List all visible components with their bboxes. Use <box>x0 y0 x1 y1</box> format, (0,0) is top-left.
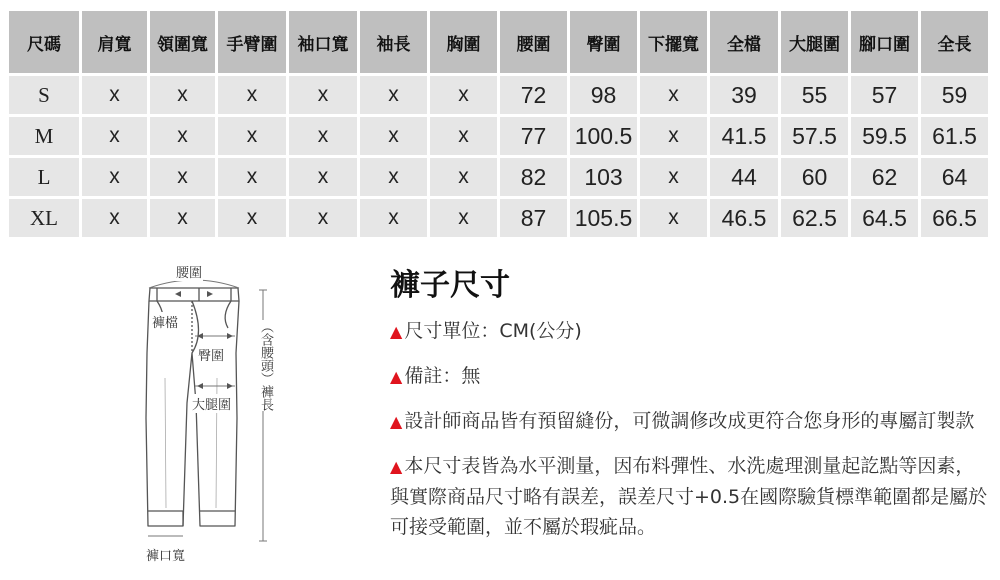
triangle-icon: ▲ <box>390 367 403 386</box>
table-cell: 60 <box>781 158 848 196</box>
header-cell: 肩寬 <box>82 11 147 73</box>
info-line-design <box>390 406 990 437</box>
hip-label: 臀圍 <box>197 345 225 364</box>
table-cell: x <box>82 158 147 196</box>
info-title: 褲子尺寸 <box>390 268 510 303</box>
table-cell: x <box>150 76 215 114</box>
header-cell: 臀圍 <box>570 11 637 73</box>
header-cell: 手臂圍 <box>218 11 286 73</box>
hem-label: 褲口寬 <box>145 545 186 564</box>
table-cell: x <box>289 158 357 196</box>
size-label: XL <box>9 199 79 237</box>
table-cell: x <box>430 199 497 237</box>
table-cell: x <box>640 199 707 237</box>
table-cell: x <box>82 117 147 155</box>
size-info <box>390 266 990 556</box>
crotch-label: 褲檔 <box>151 312 179 331</box>
table-cell: 105.5 <box>570 199 637 237</box>
info-text: 尺寸單位：CM(公分) <box>404 320 582 342</box>
table-cell: 66.5 <box>921 199 988 237</box>
header-cell: 全檔 <box>710 11 778 73</box>
size-label: M <box>9 117 79 155</box>
triangle-icon: ▲ <box>390 412 403 431</box>
thigh-label: 大腿圍 <box>191 394 232 413</box>
table-cell: 57.5 <box>781 117 848 155</box>
size-label: L <box>9 158 79 196</box>
table-cell: x <box>289 76 357 114</box>
table-cell: 64.5 <box>851 199 918 237</box>
table-cell: 59.5 <box>851 117 918 155</box>
table-cell: 87 <box>500 199 567 237</box>
length-label: （含腰頭）褲長 <box>258 320 273 411</box>
waist-label: 腰圍 <box>175 262 203 281</box>
table-cell: x <box>430 117 497 155</box>
table-cell: x <box>289 199 357 237</box>
table-cell: x <box>640 76 707 114</box>
pants-diagram <box>135 258 310 563</box>
table-row <box>9 158 988 196</box>
info-text: 備註：無 <box>404 365 481 387</box>
table-cell: 61.5 <box>921 117 988 155</box>
table-body <box>9 76 988 237</box>
header-cell: 腳口圍 <box>851 11 918 73</box>
table-cell: x <box>360 117 427 155</box>
header-cell: 袖口寬 <box>289 11 357 73</box>
table-cell: x <box>360 199 427 237</box>
table-cell: x <box>289 117 357 155</box>
table-cell: x <box>430 158 497 196</box>
table-cell: x <box>360 158 427 196</box>
info-line-unit <box>390 316 990 347</box>
table-cell: 59 <box>921 76 988 114</box>
triangle-icon: ▲ <box>390 322 403 341</box>
table-cell: 39 <box>710 76 778 114</box>
table-cell: 46.5 <box>710 199 778 237</box>
header-cell: 袖長 <box>360 11 427 73</box>
table-cell: 77 <box>500 117 567 155</box>
info-text: 本尺寸表皆為水平測量，因布料彈性、水洗處理測量起訖點等因素，與實際商品尺寸略有誤差，誤差尺寸+0.5在國際驗貨標準範圍都是屬於可接受範圍，並不屬於瑕疵品。 <box>390 455 988 538</box>
table-cell: 41.5 <box>710 117 778 155</box>
table-cell: 62 <box>851 158 918 196</box>
table-cell: 57 <box>851 76 918 114</box>
triangle-icon: ▲ <box>390 457 403 476</box>
table-cell: x <box>150 117 215 155</box>
size-label: S <box>9 76 79 114</box>
header-cell: 領圍寬 <box>150 11 215 73</box>
header-cell: 大腿圍 <box>781 11 848 73</box>
table-cell: 98 <box>570 76 637 114</box>
table-cell: x <box>150 158 215 196</box>
table-cell: 103 <box>570 158 637 196</box>
table-cell: x <box>430 76 497 114</box>
header-size: 尺碼 <box>9 11 79 73</box>
table-cell: x <box>150 199 215 237</box>
table-row <box>9 199 988 237</box>
table-cell: x <box>218 76 286 114</box>
table-cell: x <box>360 76 427 114</box>
table-cell: x <box>82 76 147 114</box>
table-cell: 100.5 <box>570 117 637 155</box>
header-cell: 胸圍 <box>430 11 497 73</box>
table-cell: x <box>218 158 286 196</box>
table-cell: x <box>218 117 286 155</box>
size-table <box>6 8 991 240</box>
table-cell: x <box>640 158 707 196</box>
table-cell: 64 <box>921 158 988 196</box>
header-cell: 下擺寬 <box>640 11 707 73</box>
table-cell: 55 <box>781 76 848 114</box>
table-cell: 72 <box>500 76 567 114</box>
header-cell: 腰圍 <box>500 11 567 73</box>
table-cell: x <box>640 117 707 155</box>
table-cell: x <box>82 199 147 237</box>
header-row <box>9 11 988 73</box>
table-header <box>9 11 988 73</box>
info-text: 設計師商品皆有預留縫份，可微調修改成更符合您身形的專屬訂製款 <box>404 410 975 432</box>
info-line-measure <box>390 451 990 542</box>
header-cell: 全長 <box>921 11 988 73</box>
table-row <box>9 117 988 155</box>
table-cell: 82 <box>500 158 567 196</box>
table-row <box>9 76 988 114</box>
table-cell: x <box>218 199 286 237</box>
table-cell: 62.5 <box>781 199 848 237</box>
table-cell: 44 <box>710 158 778 196</box>
info-line-note <box>390 361 990 392</box>
